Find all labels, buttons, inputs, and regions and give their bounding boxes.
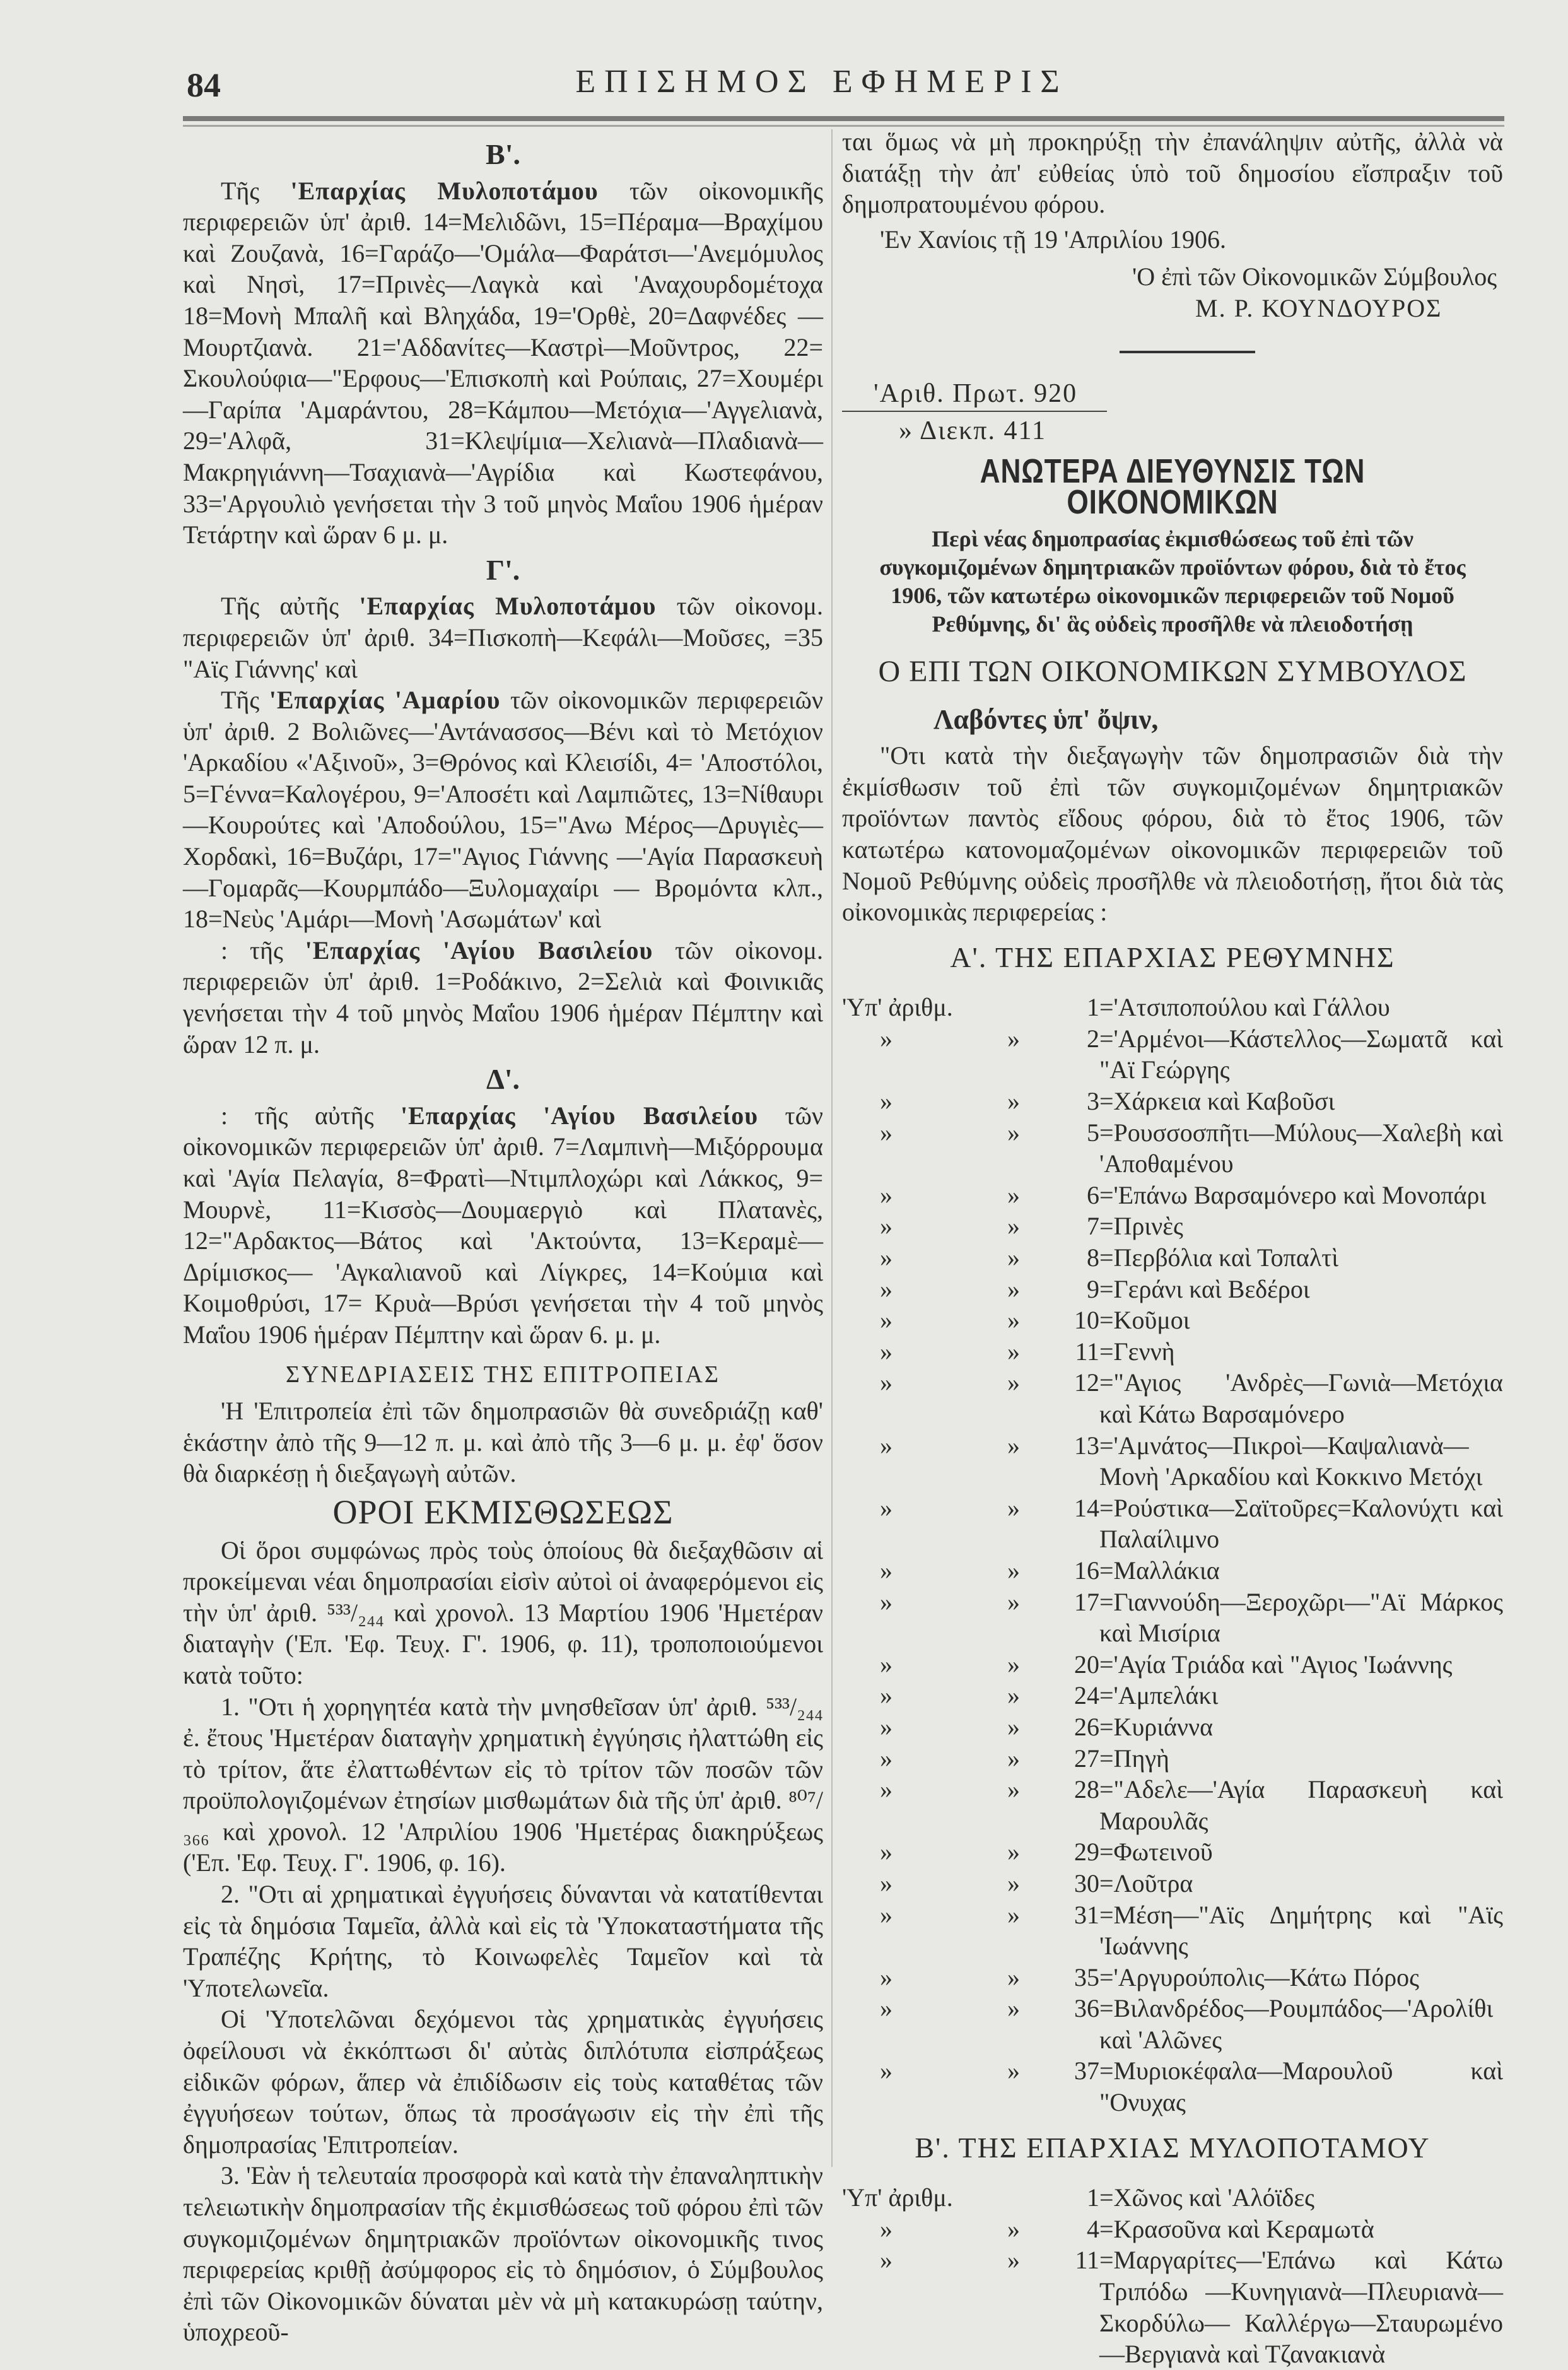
item-number: 8 bbox=[1087, 1243, 1099, 1272]
list-item bbox=[1044, 1180, 1503, 1211]
item-number: 28 bbox=[1074, 1775, 1099, 1804]
ditto-mark: » bbox=[1007, 1087, 1020, 1116]
item-number: 17 bbox=[1074, 1587, 1099, 1616]
list-item-wrap bbox=[1044, 1305, 1503, 1336]
number-label: 'Υπ' ἀριθμ. bbox=[842, 993, 953, 1022]
item-places: ='Αμνάτος—Πικροὶ—Καψαλιανὰ—Μονὴ 'Αρκαδίου καὶ Κοκκινο Μετόχι bbox=[1099, 1431, 1483, 1491]
number-label: 'Υπ' ἀριθμ. bbox=[842, 2183, 953, 2212]
list-item-wrap bbox=[1044, 2182, 1503, 2214]
item-places: =Φωτεινοῦ bbox=[1099, 1838, 1213, 1867]
ditto-mark: » bbox=[1007, 1587, 1020, 1616]
item-places: =Μαργαρίτες—'Επάνω καὶ Κάτω Τριπόδω —Κυνηγιανὰ—Πλευριανὰ—Σκορδύλω— Καλλέργω—Σταυρωμένο—Βεργιανὰ καὶ Τζανακιανὰ bbox=[1099, 2246, 1503, 2369]
list-item bbox=[1044, 2055, 1503, 2118]
item-number: 24 bbox=[1074, 1681, 1099, 1710]
text-run: Τῆς bbox=[221, 176, 291, 205]
list-item-wrap bbox=[1044, 1242, 1503, 1274]
item-places: ='Αρμένοι—Κάστελλος—Σωματᾶ καὶ "Αϊ Γεώργης bbox=[1099, 1024, 1503, 1084]
ditto-mark: » bbox=[1007, 1868, 1020, 1898]
list-item-wrap bbox=[1044, 1336, 1503, 1368]
list-item bbox=[1044, 1274, 1503, 1305]
item-number: 35 bbox=[1074, 1962, 1099, 1992]
text-run: Οἱ 'Υποτελῶναι δεχόμενοι τὰς χρηματικὰς ἐγγυήσεις ὀφείλουσι νὰ ἐκκόπτωσι δι' αὐτὰς διπλότυπα εἰσπράξεως εἰδικῶν φόρων, ἅπερ νὰ ἐπιδίδωσιν εἰς τοὺς καταθέτας τῶν ἐγγυήσεων τούτων, ὅπως τὰ προσάγωσιν εἰς τὴν ἐπὶ τῆς δημοπρασίας 'Επιτροπείαν. bbox=[183, 2005, 823, 2159]
list-item bbox=[1044, 1305, 1503, 1336]
list-item bbox=[1044, 1430, 1503, 1493]
paragraph bbox=[183, 935, 823, 1060]
list-item-wrap bbox=[1044, 1649, 1503, 1681]
column-divider bbox=[831, 129, 833, 2167]
text-run: τῶν οἰκονομικῆς περιφερειῶν ὑπ' ἀριθ. 14=Μελιδῶνι, 15=Πέραμα—Βραχίμου καὶ Ζουζανὰ, 16=Γαράζο—'Ομάλα—Φαράτσι—'Ανεμόμυλος καὶ Νησὶ, 17=Πρινὲς—Λαγκὰ καὶ 'Αναχουρδομέτοχα 18=Μονὴ Μπαλῆ καὶ Βληχάδα, 19='Ορθὲ, 20=Δαφνέδες —Μουρτζιανὰ. 21='Αδδανίτες—Καστρὶ—Μοῦντρος, 22= Σκουλούφια—"Ερφους—'Επισκοπὴ καὶ Ρούπαις, 27=Χουμέρι —Γαρίπα 'Αμαράντου, 28=Κάμπου—Μετόχια—'Αγγελιανὰ, 29='Αλφᾶ, 31=Κλεψίμια—Χελιανὰ—Πλαδιανὰ—Μακρηγιάννη—Τσαχιανὰ—'Αγρίδια καὶ Κωστεφάνου, 33='Αργουλιὸ γενήσεται τὴν 3 τοῦ μηνὸς Μαΐου 1906 ἡμέραν Τετάρτην καὶ ὥραν 6 μ. μ. bbox=[183, 176, 823, 549]
item-number: 2 bbox=[1087, 1024, 1099, 1053]
ditto-mark: » bbox=[1007, 1775, 1020, 1804]
text-run: 3. 'Εὰν ἡ τελευταία προσφορὰ καὶ κατὰ τὴν ἐπαναληπτικὴν τελειωτικὴν δημοπρασίαν τῆς ἐκμισθώσεως τοῦ φόρου ἐπὶ τῶν συγκομιζομένων δημητριακῶν προϊόντων οἰκονομικῆς τινος περιφερείας κριθῇ ἀσύμφορος εἰς τὸ δημόσιον, ὁ Σύμβουλος ἐπὶ τῶν Οἰκονομικῶν δύναται μὲν νὰ μὴ κατακυρώσῃ ταύτην, ὑποχρεοῦ- bbox=[183, 2161, 823, 2347]
paragraph bbox=[183, 2003, 823, 2160]
list-item bbox=[1044, 1711, 1503, 1743]
item-places: =Γεννὴ bbox=[1099, 1337, 1175, 1366]
item-places: =Μυριοκέφαλα—Μαρουλοῦ καὶ "Ονυχας bbox=[1099, 2056, 1503, 2117]
district-name: 'Επαρχίας 'Αγίου Βασιλείου bbox=[305, 936, 653, 965]
counselor-heading: Ο ΕΠΙ ΤΩΝ ΟΙΚΟΝΟΜΙΚΩΝ ΣΥΜΒΟΥΛΟΣ bbox=[878, 654, 1467, 688]
list-item-wrap bbox=[1044, 1743, 1503, 1775]
item-number: 11 bbox=[1075, 2246, 1099, 2275]
ditto-mark: » bbox=[880, 1775, 892, 1804]
item-places: ='Επάνω Βαρσαμόνερο καὶ Μονοπάρι bbox=[1099, 1180, 1487, 1209]
list-item bbox=[1044, 1023, 1503, 1086]
list-item-wrap bbox=[1044, 1211, 1503, 1242]
ditto-mark: » bbox=[880, 1368, 892, 1397]
ditto-mark: » bbox=[1007, 1337, 1020, 1366]
list-item bbox=[1044, 1493, 1503, 1555]
list-item bbox=[1044, 1649, 1503, 1681]
list-item-wrap bbox=[1044, 992, 1503, 1023]
list-item-wrap bbox=[1044, 1836, 1503, 1868]
ditto-mark: » bbox=[880, 1212, 892, 1241]
item-places: =Μαλλάκια bbox=[1099, 1556, 1220, 1585]
ditto-mark: » bbox=[1007, 1712, 1020, 1741]
list-item-wrap bbox=[1044, 1868, 1503, 1899]
ditto-mark: » bbox=[1007, 2246, 1020, 2275]
continuation-text: ται ὅμως νὰ μὴ προκηρύξῃ τὴν ἐπανάληψιν αὐτῆς, ἀλλὰ νὰ διατάξῃ τὴν ἀπ' εὐθείας ὑπὸ τοῦ δημοσίου εἴσπραξιν τοῦ δημοπρατουμένου φόρου. bbox=[842, 127, 1503, 219]
ditto-mark: » bbox=[880, 1556, 892, 1585]
text-run: τῶν οἰκονομ. περιφερειῶν ὑπ' ἀριθ. 34=Πισκοπὴ—Κεφάλι—Μοῦσες, =35 "Αϊς Γιάννης' καὶ bbox=[183, 592, 823, 683]
text-run: 1. "Οτι ἡ χορηγητέα κατὰ τὴν μνησθεῖσαν ὑπ' ἀριθ. ⁵³³/₂₄₄ ἐ. ἔτους 'Ημετέραν διαταγὴν χρηματικὴ ἐγγύησις ἠλαττώθη εἰς τὸ τρίτον, ἅτε ἐλαττωθέντων εἰς τὸ τρίτον τῶν ποσῶν τῶν προϋπολογιζομένων ἐτησίων μισθωμάτων διὰ τῆς ὑπ' ἀριθ. ⁸⁰⁷/₃₆₆ καὶ χρονολ. 12 'Απριλίου 1906 'Ημετέρας διακηρύξεως ('Επ. 'Εφ. Τευχ. Γ'. 1906, φ. 16). bbox=[183, 1692, 823, 1877]
ditto-mark: » bbox=[1007, 1274, 1020, 1303]
considering-heading: Λαβόντες ὑπ' ὄψιν, bbox=[933, 703, 1159, 735]
ditto-mark: » bbox=[880, 1587, 892, 1616]
item-number: 6 bbox=[1087, 1180, 1099, 1209]
ditto-mark: » bbox=[1007, 1306, 1020, 1335]
ditto-mark: » bbox=[1007, 1212, 1020, 1241]
list-item-wrap bbox=[1044, 1899, 1503, 1962]
ditto-mark: » bbox=[880, 1493, 892, 1522]
paragraph bbox=[183, 1879, 823, 2003]
list-item bbox=[1044, 1993, 1503, 2055]
list-item bbox=[1044, 1743, 1503, 1775]
text-run: τῶν οἰκονομικῶν περιφερειῶν ὑπ' ἀριθ. 2 Βολιῶνες—'Αντάνασσος—Βένι καὶ τὸ Μετόχιον 'Αρκαδίου «'Αξινοῦ», 3=Θρόνος καὶ Κλεισίδι, 4= 'Αποστόλοι, 5=Γέννα=Καλογέρου, 9='Αποσέτι καὶ Λαμπιῶτες, 13=Νίθαυρι—Κουρούτες καὶ 'Αποδούλου, 15="Ανω Μέρος—Δρυγιὲς—Χορδακὶ, 16=Βυζάρι, 17="Αγιος Γιάννης —'Αγία Παρασκευὴ—Γομαρᾶς—Κουρμπάδο—Ξυλομαχαίρι — Βρομόντα κλπ., 18=Νεὺς 'Αμάρι—Μονὴ 'Ασωμάτων' καὶ bbox=[183, 686, 823, 934]
item-places: =Μέση—"Αϊς Δημήτρης καὶ "Αϊς 'Ιωάννης bbox=[1099, 1900, 1503, 1961]
header-rule bbox=[183, 116, 1504, 121]
list-item-wrap bbox=[1044, 1367, 1503, 1429]
district-list bbox=[842, 992, 1503, 2118]
item-number: 27 bbox=[1074, 1744, 1099, 1773]
item-places: =Χάρκεια καὶ Καβοῦσι bbox=[1099, 1087, 1335, 1116]
district-list bbox=[842, 2182, 1503, 2370]
text-run: Οἱ ὅροι συμφώνως πρὸς τοὺς ὁποίους θὰ διεξαχθῶσιν αἱ προκείμεναι νέαι δημοπρασίαι εἰσὶν αὐτοὶ οἱ ἀναφερόμενοι εἰς τὴν ὑπ' ἀριθ. ⁵³³/₂₄₄ καὶ χρονολ. 13 Μαρτίου 1906 'Ημετέραν διαταγὴν ('Επ. 'Εφ. Τευχ. Γ'. 1906, φ. 11), τροποποιούμενοι κατὰ τοῦτο: bbox=[183, 1535, 823, 1689]
list-item-wrap bbox=[1044, 1774, 1503, 1836]
list-item bbox=[1044, 1774, 1503, 1836]
list-item-wrap bbox=[1044, 1680, 1503, 1711]
section-divider bbox=[1120, 351, 1255, 353]
item-places: =Ρούστικα—Σαϊτοῦρες=Καλονύχτι καὶ Παλαίλιμνο bbox=[1099, 1493, 1503, 1554]
ditto-mark: » bbox=[880, 1712, 892, 1741]
ditto-mark: » bbox=[1007, 1180, 1020, 1209]
list-item bbox=[1044, 1367, 1503, 1429]
list-item-wrap bbox=[1044, 1274, 1503, 1305]
dispatch-number: » Διεκπ. 411 bbox=[899, 416, 1046, 446]
item-places: =Κρασοῦνα καὶ Κεραμωτὰ bbox=[1099, 2214, 1374, 2243]
ditto-mark: » bbox=[880, 2214, 892, 2243]
list-item bbox=[1044, 2182, 1503, 2214]
item-number: 20 bbox=[1074, 1650, 1099, 1679]
ditto-mark: » bbox=[880, 1650, 892, 1679]
list-item bbox=[1044, 1336, 1503, 1368]
text-run: τῶν οἰκονομ. περιφερειῶν ὑπ' ἀριθ. 1=Ροδάκινο, 2=Σελιὰ καὶ Φοινικιᾶς γενήσεται τὴν 4 τοῦ μηνὸς Μαΐου 1906 ἡμέραν Πέμπτην καὶ ὥραν 12 π. μ. bbox=[183, 936, 824, 1059]
paragraph bbox=[183, 175, 823, 551]
item-number: 26 bbox=[1074, 1712, 1099, 1741]
list-item-wrap bbox=[1044, 2214, 1503, 2245]
ditto-mark: » bbox=[1007, 1118, 1020, 1147]
list-item-wrap bbox=[1044, 1587, 1503, 1649]
item-number: 30 bbox=[1074, 1868, 1099, 1898]
ditto-mark: » bbox=[880, 1900, 892, 1929]
masthead-title: ΕΠΙΣΗΜΟΣ ΕΦΗΜΕΡΙΣ bbox=[575, 64, 1068, 100]
ditto-mark: » bbox=[1007, 1431, 1020, 1460]
list-item bbox=[1044, 1962, 1503, 1993]
item-number: 36 bbox=[1074, 1994, 1099, 2023]
ditto-mark: » bbox=[1007, 1900, 1020, 1929]
list-item bbox=[1044, 1555, 1503, 1587]
item-number: 1 bbox=[1087, 2183, 1099, 2212]
list-item-wrap bbox=[1044, 2244, 1503, 2369]
paragraph bbox=[183, 590, 823, 684]
protocol-number: 'Αριθ. Πρωτ. 920 bbox=[874, 378, 1078, 408]
item-places: ="Αγιος 'Ανδρὲς—Γωνιὰ—Μετόχια καὶ Κάτω Βαρσαμόνερο bbox=[1099, 1368, 1503, 1428]
list-item-wrap bbox=[1044, 1555, 1503, 1587]
section-letter: Γ'. bbox=[486, 553, 520, 586]
list-item bbox=[1044, 1587, 1503, 1649]
district-name: 'Επαρχίας 'Αγίου Βασιλείου bbox=[401, 1101, 758, 1130]
item-places: =Ρουσσοσπῆτι—Μύλους—Χαλεβὴ καὶ 'Αποθαμένου bbox=[1099, 1118, 1503, 1178]
date-line: 'Εν Χανίοις τῇ 19 'Απριλίου 1906. bbox=[880, 225, 1226, 254]
paragraph bbox=[183, 1691, 823, 1879]
ditto-mark: » bbox=[880, 2246, 892, 2275]
list-item bbox=[1044, 1086, 1503, 1117]
section-letter: Δ'. bbox=[486, 1063, 520, 1096]
ditto-mark: » bbox=[880, 1306, 892, 1335]
district-heading: Α'. ΤΗΣ ΕΠΑΡΧΙΑΣ ΡΕΘΥΜΝΗΣ bbox=[950, 941, 1395, 973]
item-places: =Πρινὲς bbox=[1099, 1212, 1183, 1241]
ditto-mark: » bbox=[880, 2056, 892, 2085]
item-places: ='Αμπελάκι bbox=[1099, 1681, 1219, 1710]
subtitle: Περὶ νέας δημοπρασίας ἐκμισθώσεως τοῦ ἐπὶ τῶν συγκομιζομένων δημητριακῶν προϊόντων φόρου, διὰ τὸ ἔτος 1906, τῶν κατωτέρω οἰκονομικῶν περιφερειῶν τοῦ Νομοῦ Ρεθύμνης, δι' ἃς οὐδεὶς προσῆλθε νὰ πλειοδοτήσῃ bbox=[879, 525, 1466, 636]
list-item-wrap bbox=[1044, 1117, 1503, 1180]
list-item bbox=[1044, 1117, 1503, 1180]
item-number: 7 bbox=[1087, 1212, 1099, 1241]
item-places: =Γεράνι καὶ Βεδέροι bbox=[1099, 1274, 1310, 1303]
paragraph bbox=[183, 684, 823, 935]
list-item bbox=[1044, 992, 1503, 1023]
ditto-mark: » bbox=[880, 1337, 892, 1366]
ditto-mark: » bbox=[1007, 1024, 1020, 1053]
ditto-mark: » bbox=[880, 1962, 892, 1992]
ditto-mark: » bbox=[1007, 1243, 1020, 1272]
item-number: 11 bbox=[1075, 1337, 1099, 1366]
signature-title: 'Ο ἐπὶ τῶν Οἰκονομικῶν Σύμβουλος bbox=[1132, 262, 1497, 291]
main-title: ΑΝΩΤΕΡΑ ΔΙΕΥΘΥΝΣΙΣ ΤΩΝ ΟΙΚΟΝΟΜΙΚΩΝ bbox=[980, 452, 1366, 522]
text-run: : τῆς bbox=[221, 936, 305, 965]
district-name: 'Επαρχίας Μυλοποτάμου bbox=[359, 592, 657, 621]
ditto-mark: » bbox=[1007, 1994, 1020, 2023]
text-run: : τῆς αὐτῆς bbox=[221, 1101, 401, 1130]
district-name: 'Επαρχίας 'Αμαρίου bbox=[269, 686, 501, 715]
ditto-mark: » bbox=[1007, 1838, 1020, 1867]
text-run: τῶν οἰκονομικῶν περιφερειῶν ὑπ' ἀριθ. 7=Λαμπινὴ—Μιξόρρουμα καὶ 'Αγία Πελαγία, 8=Φρατὶ—Ντιμπλοχώρι καὶ Λάκκος, 9= Μουρνὲ, 11=Κισσὸς—Δουμαεργιὸ καὶ Πλατανὲς, 12="Αρδακτος—Βάτος καὶ 'Ακτούντα, 13=Κεραμὲ—Δρίμισκος— 'Αγκαλιανοῦ καὶ Λίγκρες, 14=Κούμια καὶ Κοιμοθρύσι, 17= Κρυὰ—Βρύσι γενήσεται τὴν 4 τοῦ μηνὸς Μαΐου 1906 ἡμέραν Πέμπτην καὶ ὥραν 6. μ. μ. bbox=[183, 1101, 823, 1349]
item-number: 16 bbox=[1074, 1556, 1099, 1585]
list-item-wrap bbox=[1044, 1711, 1503, 1743]
item-number: 31 bbox=[1074, 1900, 1099, 1929]
ditto-mark: » bbox=[1007, 1368, 1020, 1397]
section-heading: ΟΡΟΙ ΕΚΜΙΣΘΩΣΕΩΣ bbox=[332, 1493, 674, 1531]
ditto-mark: » bbox=[1007, 2214, 1020, 2243]
ditto-mark: » bbox=[880, 1024, 892, 1053]
item-places: =Βιλανδρέδος—Ρουμπάδος—'Αρολίθι καὶ 'Αλῶνες bbox=[1099, 1994, 1494, 2054]
list-item bbox=[1044, 1899, 1503, 1962]
paragraph bbox=[183, 2160, 823, 2348]
ditto-mark: » bbox=[880, 1118, 892, 1147]
item-places: =Κυριάννα bbox=[1099, 1712, 1214, 1741]
ditto-mark: » bbox=[880, 1868, 892, 1898]
text-run: 'Η 'Επιτροπεία ἐπὶ τῶν δημοπρασιῶν θὰ συνεδριάζῃ καθ' ἑκάστην ἀπὸ τῆς 9—12 π. μ. καὶ ἀπὸ τῆς 3—6 μ. μ. ἐφ' ὅσον θὰ διαρκέσῃ ἡ διεξαγωγὴ αὐτῶν. bbox=[183, 1397, 823, 1488]
item-places: =Χῶνος καὶ 'Αλόϊδες bbox=[1099, 2183, 1314, 2212]
list-item-wrap bbox=[1044, 1993, 1503, 2055]
intro-paragraph: "Οτι κατὰ τὴν διεξαγωγὴν τῶν δημοπρασιῶν διὰ τὴν ἐκμίσθωσιν τοῦ ἐπὶ τῶν συγκομιζομένων δημητριακῶν προϊόντων παντὸς εἴδους φόρου, διὰ τὸ ἔτος 1906, τῶν κατωτέρω κατονομαζομένων οἰκονομικῶν περιφερειῶν τοῦ Νομοῦ Ρεθύμνης οὐδεὶς προσῆλθε νὰ πλειοδοτήσῃ, ἤτοι διὰ τὰς οἰκονομικὰς περιφερείας : bbox=[842, 741, 1503, 927]
signature-name: Μ. Ρ. ΚΟΥΝΔΟΥΡΟΣ bbox=[1195, 293, 1442, 322]
left-column bbox=[183, 135, 823, 2348]
text-run: Τῆς αὐτῆς bbox=[221, 592, 360, 621]
ditto-mark: » bbox=[1007, 2056, 1020, 2085]
item-number: 9 bbox=[1087, 1274, 1099, 1303]
right-column bbox=[842, 126, 1503, 2370]
item-number: 13 bbox=[1074, 1431, 1099, 1460]
paragraph bbox=[183, 1100, 823, 1351]
list-item bbox=[1044, 2214, 1503, 2245]
list-item-wrap bbox=[1044, 1493, 1503, 1555]
item-number: 5 bbox=[1087, 1118, 1099, 1147]
text-run: Τῆς bbox=[221, 686, 269, 715]
ditto-mark: » bbox=[1007, 1556, 1020, 1585]
item-places: =Λοῦτρα bbox=[1099, 1868, 1193, 1898]
ditto-mark: » bbox=[880, 1087, 892, 1116]
list-item bbox=[1044, 1680, 1503, 1711]
ditto-mark: » bbox=[880, 1994, 892, 2023]
district-sections bbox=[842, 942, 1503, 2370]
ditto-mark: » bbox=[880, 1431, 892, 1460]
item-number: 1 bbox=[1087, 993, 1099, 1022]
list-item-wrap bbox=[1044, 1023, 1503, 1086]
item-number: 4 bbox=[1087, 2214, 1099, 2243]
text-run: 2. "Οτι αἱ χρηματικαὶ ἐγγυήσεις δύνανται νὰ κατατίθενται εἰς τὰ δημόσια Ταμεῖα, ἀλλὰ καὶ εἰς τὰ 'Υποκαταστήματα τῆς Τραπέζης Κρήτης, τὸ Κοινωφελὲς Ταμεῖον καὶ τὰ 'Υποτελωνεῖα. bbox=[183, 1880, 823, 2002]
ditto-mark: » bbox=[880, 1838, 892, 1867]
item-number: 14 bbox=[1074, 1493, 1099, 1522]
ditto-mark: » bbox=[880, 1243, 892, 1272]
item-places: ="Αδελε—'Αγία Παρασκευὴ καὶ Μαρουλᾶς bbox=[1099, 1775, 1503, 1835]
list-item bbox=[1044, 2244, 1503, 2369]
ditto-mark: » bbox=[880, 1744, 892, 1773]
district-name: 'Επαρχίας Μυλοποτάμου bbox=[290, 176, 599, 205]
ditto-mark: » bbox=[1007, 1650, 1020, 1679]
section-letter: Β'. bbox=[486, 138, 520, 170]
list-item-wrap bbox=[1044, 1180, 1503, 1211]
item-number: 12 bbox=[1074, 1368, 1099, 1397]
list-item-wrap bbox=[1044, 1086, 1503, 1117]
list-item-wrap bbox=[1044, 1430, 1503, 1493]
item-places: =Περβόλια καὶ Τοπαλτὶ bbox=[1099, 1243, 1339, 1272]
page-number: 84 bbox=[187, 66, 221, 104]
protocol-rule bbox=[842, 411, 1107, 412]
district-heading: Β'. ΤΗΣ ΕΠΑΡΧΙΑΣ ΜΥΛΟΠΟΤΑΜΟΥ bbox=[915, 2131, 1431, 2164]
section-heading: ΣΥΝΕΔΡΙΑΣΕΙΣ ΤΗΣ ΕΠΙΤΡΟΠΕΙΑΣ bbox=[285, 1361, 721, 1388]
paragraph bbox=[183, 1535, 823, 1691]
ditto-mark: » bbox=[880, 1681, 892, 1710]
item-number: 37 bbox=[1074, 2056, 1099, 2085]
list-item bbox=[1044, 1836, 1503, 1868]
item-number: 10 bbox=[1074, 1306, 1099, 1335]
list-item-wrap bbox=[1044, 2055, 1503, 2118]
ditto-mark: » bbox=[1007, 1681, 1020, 1710]
ditto-mark: » bbox=[880, 1274, 892, 1303]
item-number: 3 bbox=[1087, 1087, 1099, 1116]
paragraph bbox=[183, 1395, 823, 1489]
list-item bbox=[1044, 1211, 1503, 1242]
item-places: ='Αγία Τριάδα καὶ "Αγιος 'Ιωάννης bbox=[1099, 1650, 1453, 1679]
item-number: 29 bbox=[1074, 1838, 1099, 1867]
list-item bbox=[1044, 1242, 1503, 1274]
list-item-wrap bbox=[1044, 1962, 1503, 1993]
item-places: ='Ατσιποπούλου καὶ Γάλλου bbox=[1099, 993, 1390, 1022]
ditto-mark: » bbox=[1007, 1493, 1020, 1522]
item-places: =Γιαννούδη—Ξεροχῶρι—"Αϊ Μάρκος καὶ Μισίρια bbox=[1099, 1587, 1503, 1648]
ditto-mark: » bbox=[1007, 1744, 1020, 1773]
item-places: =Κοῦμοι bbox=[1099, 1306, 1190, 1335]
item-places: ='Αργυρούπολις—Κάτω Πόρος bbox=[1099, 1962, 1420, 1992]
ditto-mark: » bbox=[1007, 1962, 1020, 1992]
list-item bbox=[1044, 1868, 1503, 1899]
item-places: =Πηγὴ bbox=[1099, 1744, 1169, 1773]
ditto-mark: » bbox=[880, 1180, 892, 1209]
